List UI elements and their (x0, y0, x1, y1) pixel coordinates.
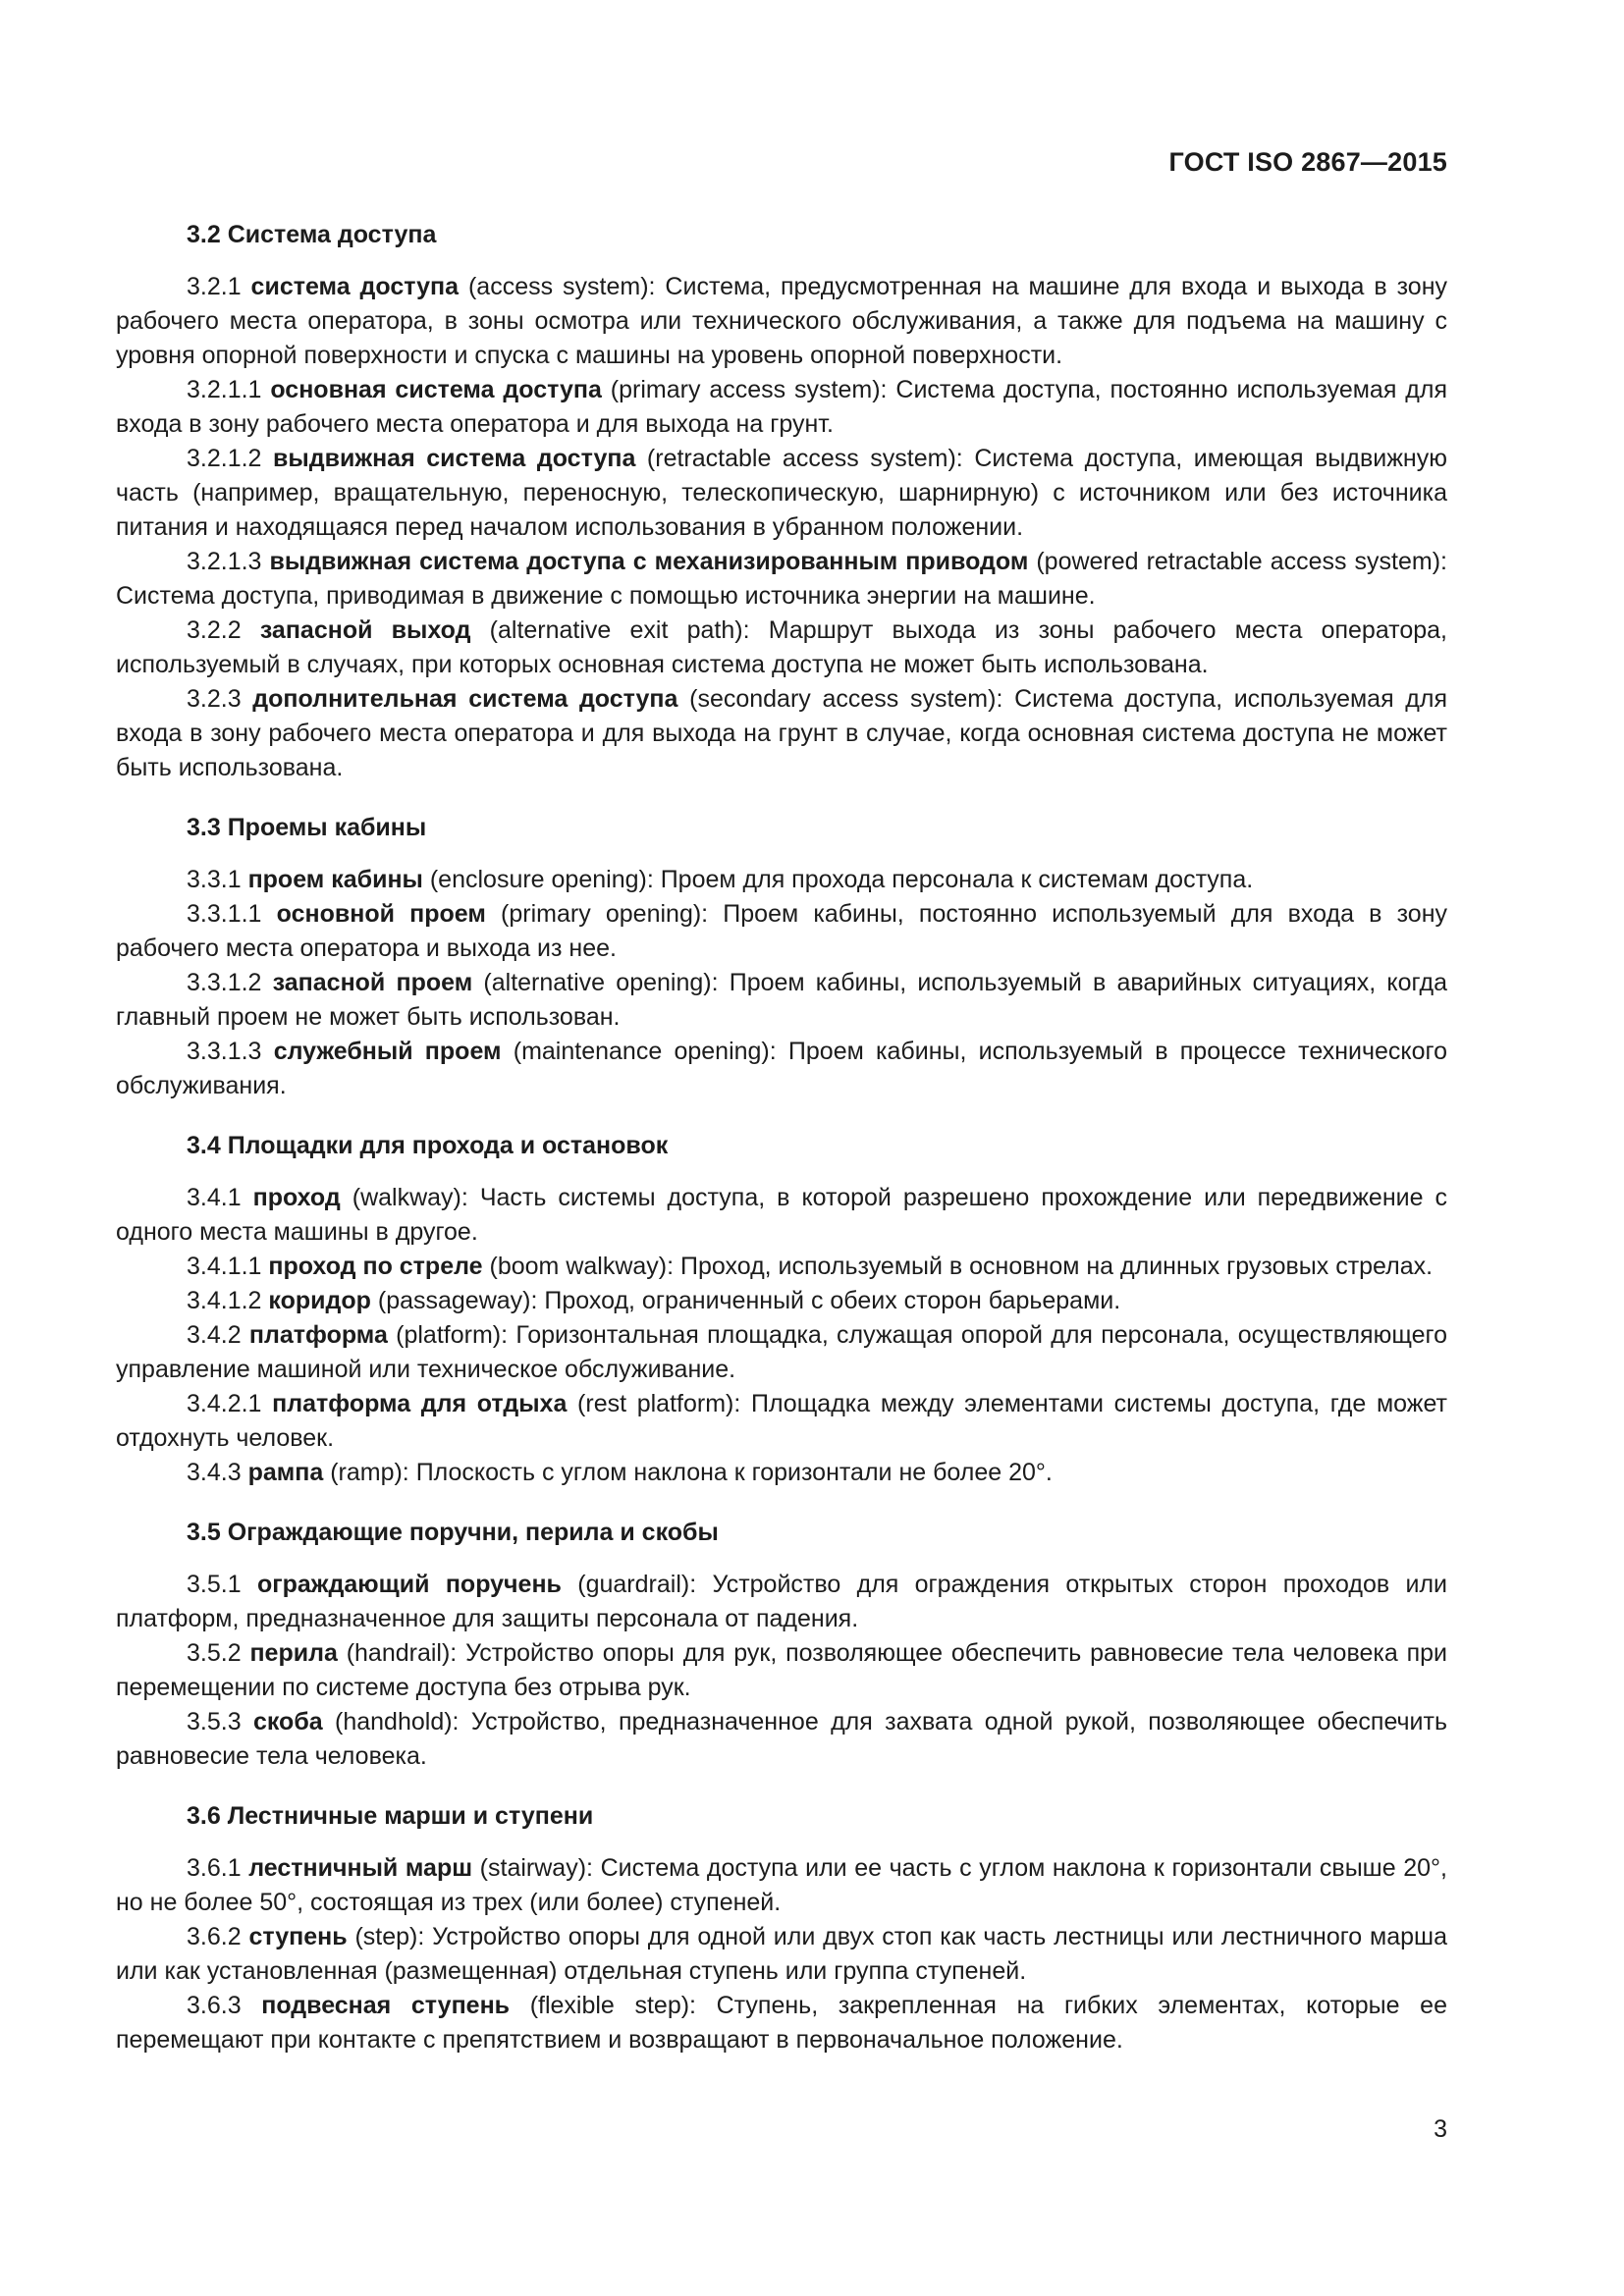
term-definition (116, 1568, 1447, 1636)
term-name: запасной проем (272, 969, 473, 996)
section-heading: 3.3 Проемы кабины (187, 814, 427, 841)
term-name: служебный проем (273, 1038, 502, 1065)
term-text: (enclosure opening): Проем для прохода персонала к системам доступа. (422, 866, 1254, 893)
term-name: система доступа (250, 273, 460, 300)
term-number: 3.4.1 (187, 1184, 242, 1211)
term-name: ступень (248, 1923, 348, 1950)
term-number: 3.4.1.2 (187, 1287, 262, 1314)
term-number: 3.3.1.3 (187, 1038, 262, 1065)
term-name: подвесная ступень (261, 1992, 511, 2019)
term-number: 3.2.1.1 (187, 376, 262, 403)
term-definition (116, 1318, 1447, 1387)
term-definition (116, 270, 1447, 373)
term-name: платформа для отдыха (272, 1390, 568, 1417)
term-number: 3.4.1.1 (187, 1253, 262, 1280)
term-name: проход (252, 1184, 341, 1211)
section-heading: 3.4 Площадки для прохода и остановок (187, 1132, 669, 1159)
term-text: (maintenance opening): Проем кабины, используемый в процессе технического обслуживания. (116, 1038, 1447, 1099)
term-number: 3.3.1 (187, 866, 242, 893)
term-text: (retractable access system): Система доступа, имеющая выдвижную часть (например, вращательную, переносную, телескопическую, шарнирную) с источником или без источника питания и находящаяся перед началом использования в убранном положении. (116, 445, 1447, 541)
term-number: 3.6.1 (187, 1854, 242, 1882)
term-definition (116, 897, 1447, 966)
term-definition (116, 1387, 1447, 1456)
term-name: дополнительная система доступа (252, 685, 678, 713)
term-definition (116, 545, 1447, 614)
term-name: ограждающий поручень (256, 1571, 562, 1598)
document-body (116, 218, 1447, 2057)
term-definition (116, 442, 1447, 545)
term-number: 3.3.1.1 (187, 900, 262, 928)
term-name: основная система доступа (270, 376, 602, 403)
term-text: (boom walkway): Проход, используемый в основном на длинных грузовых стрелах. (482, 1253, 1434, 1280)
term-name: платформа (248, 1321, 388, 1349)
term-definition (116, 863, 1447, 897)
term-text: (primary opening): Проем кабины, постоянно используемый для входа в зону рабочего места оператора и выхода из нее. (116, 900, 1448, 962)
section-heading: 3.5 Ограждающие поручни, перила и скобы (187, 1519, 719, 1546)
term-definition (116, 1456, 1447, 1490)
document-code: ГОСТ ISO 2867—2015 (1168, 147, 1447, 177)
term-number: 3.4.2 (187, 1321, 242, 1349)
term-text: (guardrail): Устройство для ограждения открытых сторон проходов или платформ, предназначенное для защиты персонала от падения. (116, 1571, 1447, 1632)
term-definition (116, 1284, 1447, 1318)
term-name: коридор (268, 1287, 371, 1314)
term-number: 3.2.1.3 (187, 548, 262, 575)
term-text: (stairway): Система доступа или ее часть с углом наклона к горизонтали свыше 20°, но не более 50°, состоящая из трех (или более) ступеней. (116, 1854, 1447, 1916)
term-name: перила (249, 1639, 338, 1667)
term-name: выдвижная система доступа (273, 445, 636, 472)
term-number: 3.2.2 (187, 616, 242, 644)
term-definition (116, 966, 1447, 1035)
term-text: (flexible step): Ступень, закрепленная на гибких элементах, которые ее перемещают при контакте с препятствием и возвращают в первоначальное положение. (116, 1992, 1447, 2054)
term-text: (handhold): Устройство, предназначенное для захвата одной рукой, позволяющее обеспечить равновесие тела человека. (116, 1708, 1447, 1770)
term-text: (alternative opening): Проем кабины, используемый в аварийных ситуациях, когда главный проем не может быть использован. (116, 969, 1447, 1031)
term-name: запасной выход (259, 616, 471, 644)
term-definition (116, 1181, 1447, 1250)
term-text: (walkway): Часть системы доступа, в которой разрешено прохождение или передвижение с одного места машины в другое. (116, 1184, 1447, 1246)
term-definition (116, 373, 1447, 442)
section-heading: 3.2 Система доступа (187, 221, 437, 248)
term-name: лестничный марш (248, 1854, 473, 1882)
term-number: 3.2.1.2 (187, 445, 262, 472)
term-definition (116, 1636, 1447, 1705)
term-number: 3.3.1.2 (187, 969, 262, 996)
term-name: рампа (247, 1459, 324, 1486)
term-number: 3.5.1 (187, 1571, 242, 1598)
section-heading: 3.6 Лестничные марши и ступени (187, 1802, 594, 1830)
term-name: проход по стреле (268, 1253, 483, 1280)
term-name: выдвижная система доступа с механизированным приводом (269, 548, 1029, 575)
term-text: (step): Устройство опоры для одной или двух стоп как часть лестницы или лестничного марша или как установленная (размещенная) отдельная ступень или группа ступеней. (116, 1923, 1448, 1985)
term-text: (ramp): Плоскость с углом наклона к горизонтали не более 20°. (323, 1459, 1053, 1486)
term-number: 3.6.2 (187, 1923, 242, 1950)
term-number: 3.5.3 (187, 1708, 242, 1735)
term-number: 3.5.2 (187, 1639, 242, 1667)
term-name: основной проем (276, 900, 486, 928)
term-definition (116, 1705, 1447, 1774)
term-definition (116, 1851, 1447, 1920)
term-text: (alternative exit path): Маршрут выхода из зоны рабочего места оператора, используемый в случаях, при которых основная система доступа не может быть использована. (116, 616, 1447, 678)
term-number: 3.2.3 (187, 685, 242, 713)
term-text: (passageway): Проход, ограниченный с обеих сторон барьерами. (370, 1287, 1121, 1314)
term-number: 3.4.2.1 (187, 1390, 262, 1417)
term-number: 3.2.1 (187, 273, 242, 300)
term-definition (116, 1920, 1447, 1989)
term-text: (secondary access system): Система доступа, используемая для входа в зону рабочего места оператора и для выхода на грунт в случае, когда основная система доступа не может быть использована. (116, 685, 1448, 781)
term-text: (handrail): Устройство опоры для рук, позволяющее обеспечить равновесие тела человека при перемещении по системе доступа без отрыва рук. (116, 1639, 1447, 1701)
term-number: 3.6.3 (187, 1992, 242, 2019)
term-name: проем кабины (247, 866, 423, 893)
term-text: (platform): Горизонтальная площадка, служащая опорой для персонала, осуществляющего управление машиной или техническое обслуживание. (116, 1321, 1447, 1383)
page-number: 3 (1434, 2115, 1447, 2143)
term-text: (powered retractable access system): Система доступа, приводимая в движение с помощью источника энергии на машине. (116, 548, 1447, 610)
term-text: (rest platform): Площадка между элементами системы доступа, где может отдохнуть человек. (116, 1390, 1447, 1452)
term-number: 3.4.3 (187, 1459, 242, 1486)
term-definition (116, 682, 1447, 785)
term-definition (116, 1035, 1447, 1103)
term-definition (116, 1989, 1447, 2057)
term-definition (116, 614, 1447, 682)
term-text: (access system): Система, предусмотренная на машине для входа и выхода в зону рабочего места оператора, в зоны осмотра или технического обслуживания, а также для подъема на машину с уровня опорной поверхности и спуска с машины на уровень опорной поверхности. (116, 273, 1447, 369)
term-definition (116, 1250, 1447, 1284)
term-text: (primary access system): Система доступа, постоянно используемая для входа в зону рабочего места оператора и для выхода на грунт. (116, 376, 1447, 438)
term-name: скоба (252, 1708, 323, 1735)
